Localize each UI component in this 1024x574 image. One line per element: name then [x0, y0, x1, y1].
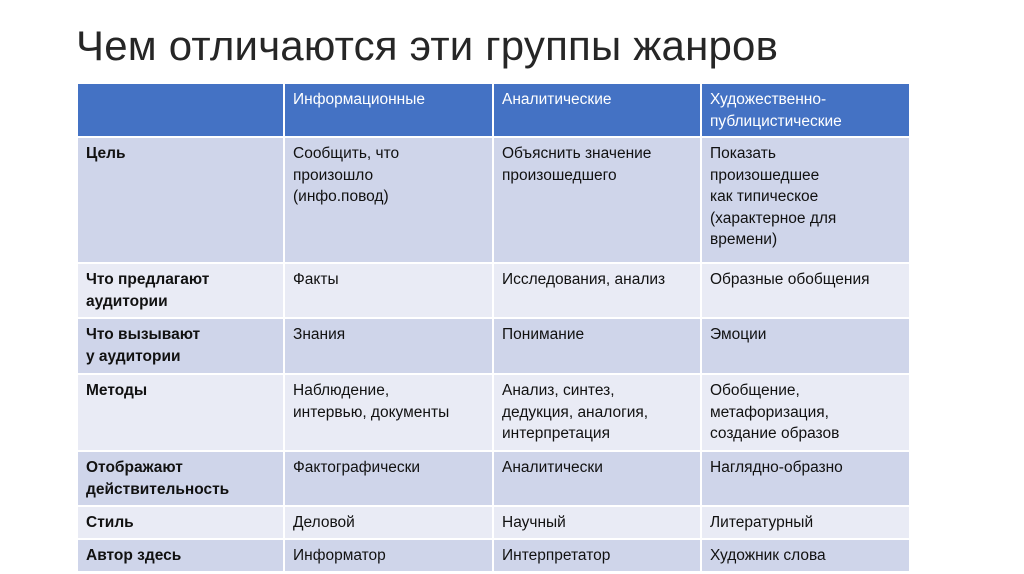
- table-row: [77, 318, 910, 374]
- header-cell-empty: [77, 83, 284, 137]
- table-cell: Аналитически: [493, 451, 701, 506]
- table-cell: Исследования, анализ: [493, 263, 701, 318]
- table-row: [77, 539, 910, 572]
- table-cell: Факты: [284, 263, 493, 318]
- table-cell: Образные обобщения: [701, 263, 910, 318]
- table-row: [77, 137, 910, 263]
- table-cell: Интерпретатор: [493, 539, 701, 572]
- table-cell: Литературный: [701, 506, 910, 539]
- table-cell: Знания: [284, 318, 493, 374]
- header-cell-analytical: Аналитические: [493, 83, 701, 137]
- header-row: [77, 83, 910, 137]
- row-label-goal: Цель: [77, 137, 284, 263]
- table-cell: Информатор: [284, 539, 493, 572]
- genre-comparison-table: [76, 82, 911, 573]
- header-cell-informational: Информационные: [284, 83, 493, 137]
- table-body: [77, 137, 910, 572]
- table-cell: Показать произошедшее как типическое (характерное для времени): [701, 137, 910, 263]
- table-header: [77, 83, 910, 137]
- table-cell: Эмоции: [701, 318, 910, 374]
- row-label-reflect: Отображают действительность: [77, 451, 284, 506]
- slide-title: Чем отличаются эти группы жанров: [76, 22, 779, 69]
- table-cell: Деловой: [284, 506, 493, 539]
- row-label-style: Стиль: [77, 506, 284, 539]
- table-row: [77, 263, 910, 318]
- header-cell-artistic-journalistic: Художественно- публицистические: [701, 83, 910, 137]
- table-cell: Наблюдение, интервью, документы: [284, 374, 493, 451]
- table-row: [77, 374, 910, 451]
- table-cell: Фактографически: [284, 451, 493, 506]
- table-cell: Понимание: [493, 318, 701, 374]
- table-cell: Анализ, синтез, дедукция, аналогия, интерпретация: [493, 374, 701, 451]
- table-row: [77, 506, 910, 539]
- table-cell: Научный: [493, 506, 701, 539]
- row-label-offer: Что предлагают аудитории: [77, 263, 284, 318]
- table-cell: Объяснить значение произошедшего: [493, 137, 701, 263]
- row-label-author: Автор здесь: [77, 539, 284, 572]
- table-cell: Обобщение, метафоризация, создание образов: [701, 374, 910, 451]
- table-cell: Сообщить, что произошло (инфо.повод): [284, 137, 493, 263]
- table-cell: Художник слова: [701, 539, 910, 572]
- row-label-methods: Методы: [77, 374, 284, 451]
- table-row: [77, 451, 910, 506]
- row-label-evokes: Что вызывают у аудитории: [77, 318, 284, 374]
- table-cell: Наглядно-образно: [701, 451, 910, 506]
